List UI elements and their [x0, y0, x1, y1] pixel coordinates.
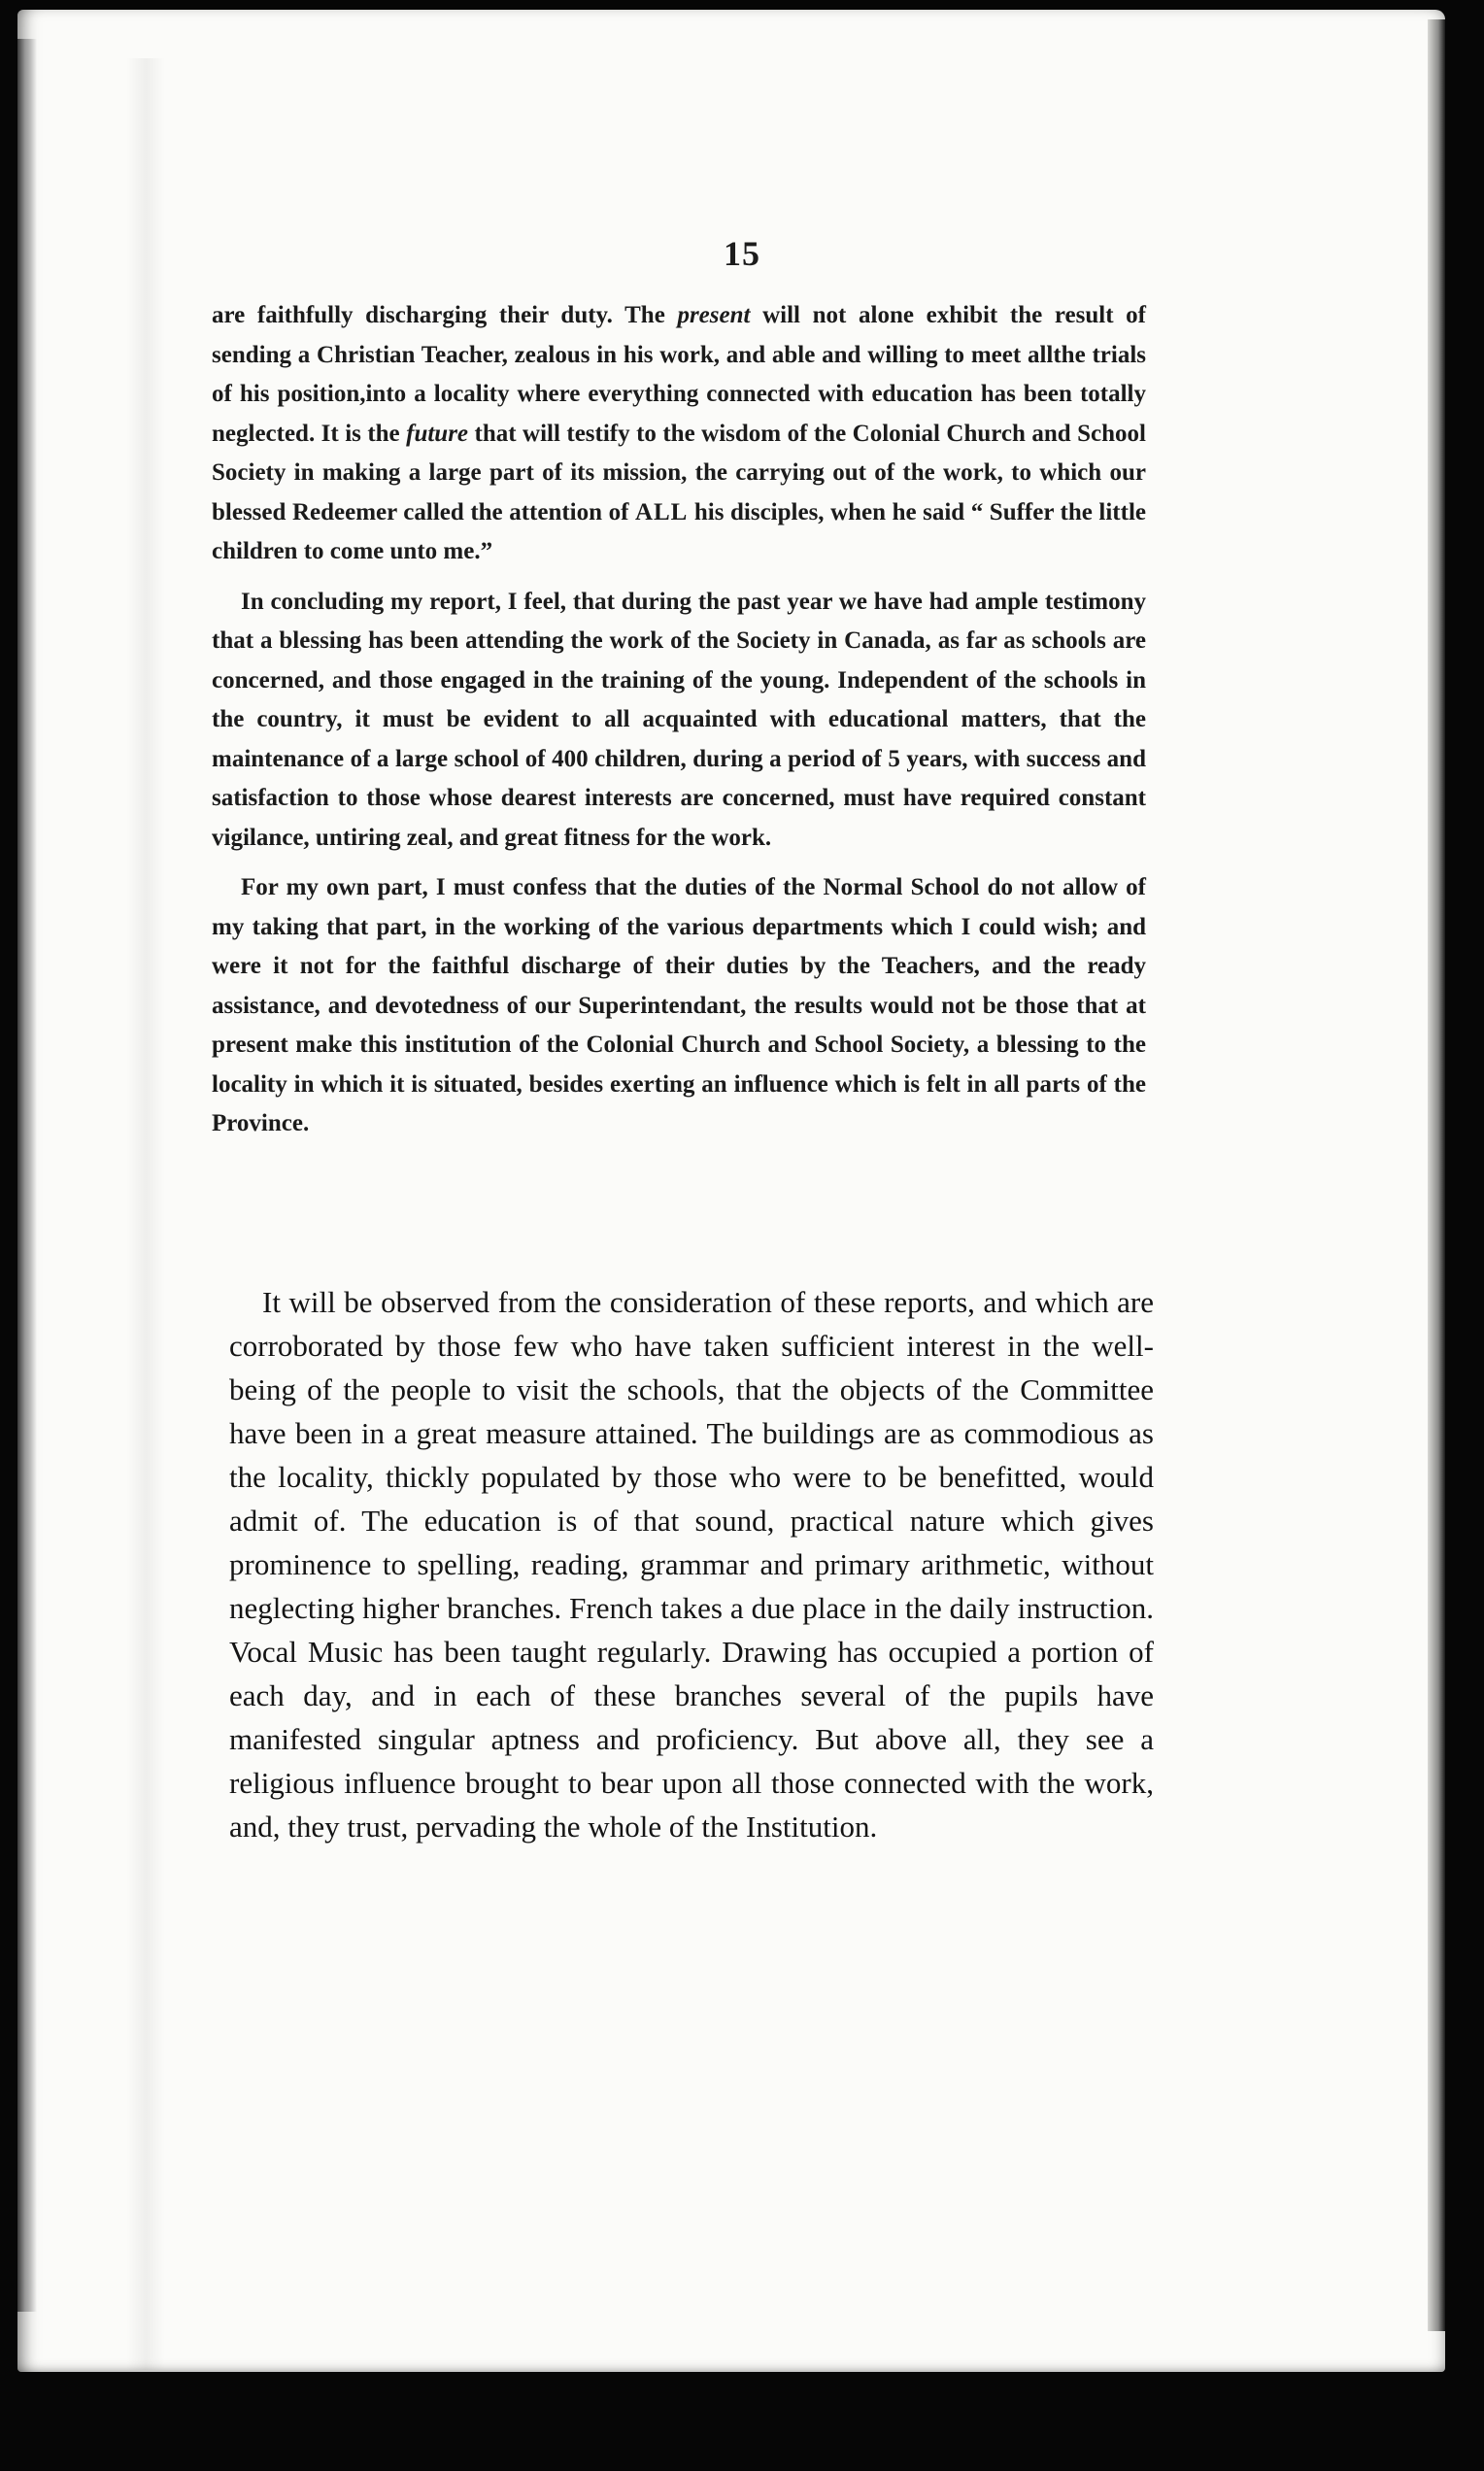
committee-text [229, 1280, 1154, 1848]
paragraph-2: In concluding my report, I feel, that during the past year we have had ample testimony that a blessing has been attending the work of the Society in Canada, as far as schools are concerned, and those engaged in the training of the young. Independent of the schools in the country, it must be evident to all acquainted with educational matters, that the maintenance of a large school of 400 children, during a period of 5 years, with success and satisfaction to those whose dearest interests are concerned, must have required constant vigilance, untiring zeal, and great fitness for the work. [212, 588, 1146, 851]
report-text [212, 296, 1146, 1155]
page-number: 15 [724, 234, 760, 273]
paragraph-1 [212, 296, 1146, 572]
text-segment: his disciples, when he said “ Suffer the little children to come unto me.” [212, 498, 1146, 564]
text-segment: that will testify to the wisdom of the Colonial Church and School Society in making a large part of its mission, the carrying out of the work, to which our blessed Redeemer called the attention of [212, 420, 1146, 525]
page-edge [1428, 19, 1445, 2331]
emphasis-future: future [406, 420, 469, 447]
emphasis-present: present [677, 302, 751, 328]
spine-shadow [17, 39, 37, 2312]
paragraph-4: It will be observed from the consideration of these reports, and which are corroborated by those few who have taken sufficient interest in the well-being of the people to visit the schools, that the objects of the Committee have been in a great measure attained. The buildings are as commodious as the locality, thickly populated by those who were to be benefitted, would admit of. The education is of that sound, practical nature which gives prominence to spelling, reading, grammar and primary arithmetic, without neglecting higher branches. French takes a due place in the daily instruction. Vocal Music has been taught regularly. Drawing has occupied a portion of each day, and in each of these branches several of the pupils have manifested singular aptness and proficiency. But above all, they see a religious influence brought to bear upon all those connected with the work, and, they trust, pervading the whole of the Institution. [229, 1285, 1154, 1844]
text-segment: will not alone exhibit the result of sending a Christian Teacher, zealous in his work, and able and willing to meet allthe trials of his position,into a locality where everything connected with education has been totally neglected. It is the [212, 302, 1147, 447]
emphasis-all: ALL [634, 498, 689, 525]
page-fold [126, 58, 165, 2370]
paragraph-3: For my own part, I must confess that the duties of the Normal School do not allow of my taking that part, in the working of the various departments which I could wish; and were it not for the faithful discharge of their duties by the Teachers, and the ready assistance, and devotedness of our Superintendant, the results would not be those that at present make this institution of the Colonial Church and School Society, a blessing to the locality in which it is situated, besides exerting an influence which is felt in all parts of the Province. [212, 874, 1146, 1136]
text-segment: are faithfully discharging their duty. The [212, 302, 678, 328]
